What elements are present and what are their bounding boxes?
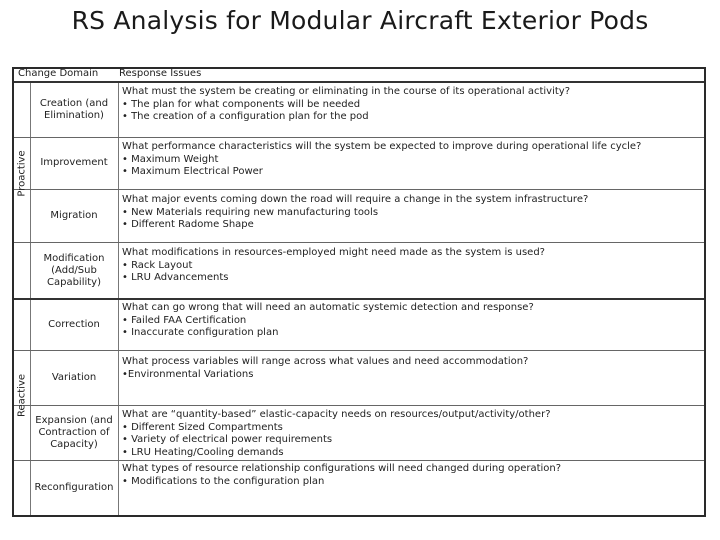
domain-cell: Expansion (and Contraction of Capacity) <box>35 415 113 450</box>
response-bullet: • The creation of a configuration plan for the pod <box>122 111 369 122</box>
response-question: What major events coming down the road will require a change in the system infrastructure? <box>122 194 589 205</box>
response-bullet: •Environmental Variations <box>122 368 254 380</box>
response-bullet: • Failed FAA Certification <box>122 314 247 326</box>
response-question: What must the system be creating or eliminating in the course of its operational activity? <box>122 86 571 97</box>
response-question: What are “quantity-based” elastic-capacity needs on resources/output/activity/other? <box>122 409 551 420</box>
response-cell <box>122 302 700 340</box>
domain-cell: Improvement <box>40 157 108 168</box>
header-response-issues: Response Issues <box>119 68 202 79</box>
response-bullet: • Rack Layout <box>122 259 193 271</box>
response-bullet: • Different Radome Shape <box>122 219 254 230</box>
response-cell <box>122 194 700 232</box>
category-proactive: Proactive <box>16 150 28 197</box>
domain-cell: Correction <box>48 319 100 330</box>
response-bullet: • LRU Heating/Cooling demands <box>122 446 284 458</box>
response-bullet: • The plan for what components will be needed <box>122 98 361 110</box>
response-cell <box>122 409 700 459</box>
response-bullet: • New Materials requiring new manufacturing tools <box>122 206 379 218</box>
domain-cell: Modification (Add/Sub Capability) <box>43 253 105 288</box>
domain-cell: Reconfiguration <box>34 482 114 493</box>
response-cell <box>122 86 700 124</box>
response-cell <box>122 356 700 381</box>
response-bullet: • Different Sized Compartments <box>122 421 283 433</box>
header-change-domain: Change Domain <box>18 68 99 79</box>
category-reactive: Reactive <box>16 373 28 418</box>
response-bullet: • Maximum Weight <box>122 153 219 165</box>
response-cell <box>122 247 700 285</box>
domain-cell: Creation (and Elimination) <box>39 98 109 121</box>
response-question: What types of resource relationship configurations will need changed during operation? <box>122 463 562 474</box>
domain-cell: Migration <box>50 210 98 221</box>
response-question: What modifications in resources-employed might need made as the system is used? <box>122 247 545 258</box>
response-cell <box>122 463 700 488</box>
page-title: RS Analysis for Modular Aircraft Exterior Pods <box>71 6 649 35</box>
response-cell <box>122 141 700 179</box>
response-question: What process variables will range across what values and need accommodation? <box>122 356 529 367</box>
response-question: What can go wrong that will need an automatic systemic detection and response? <box>122 302 534 313</box>
response-bullet: • Variety of electrical power requirements <box>122 434 333 445</box>
response-question: What performance characteristics will the system be expected to improve during operational life cycle? <box>122 141 642 152</box>
header-rule <box>14 81 704 83</box>
response-bullet: • Inaccurate configuration plan <box>122 327 279 338</box>
row-divider <box>14 242 704 243</box>
response-bullet: • Modifications to the configuration plan <box>122 475 325 487</box>
domain-cell: Variation <box>51 372 97 383</box>
response-bullet: • Maximum Electrical Power <box>122 166 263 177</box>
response-bullet: • LRU Advancements <box>122 272 229 283</box>
